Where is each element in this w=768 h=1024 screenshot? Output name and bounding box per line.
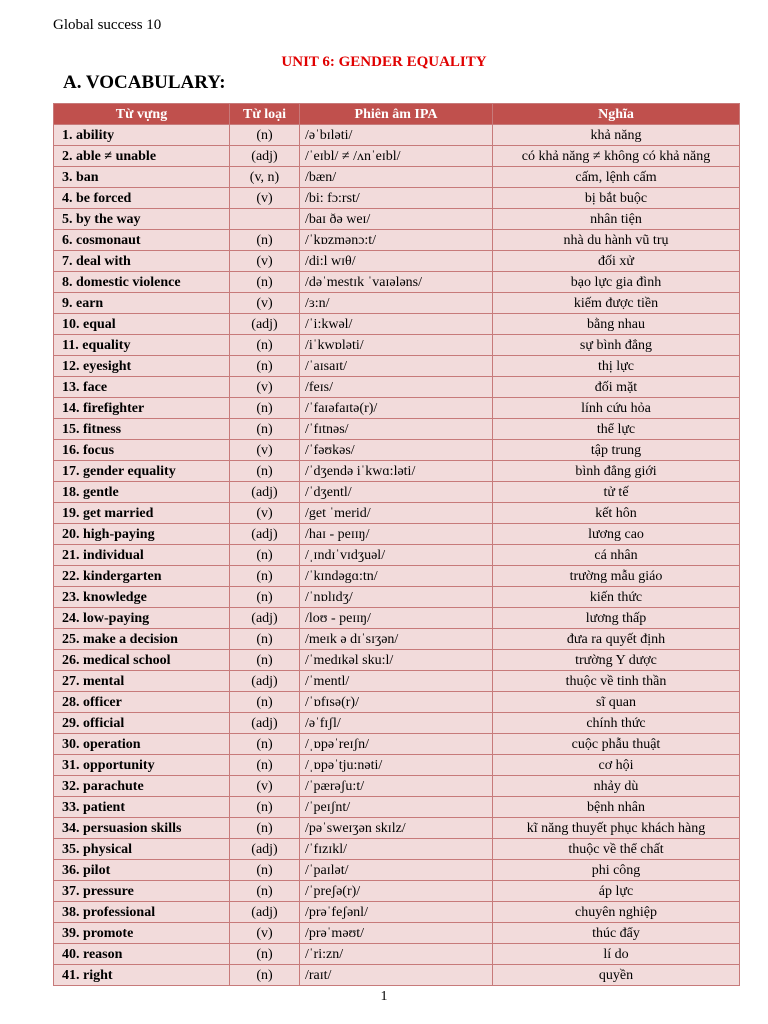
table-row: [54, 356, 740, 377]
meaning-cell: đối mặt: [493, 377, 740, 398]
type-cell: (adj): [230, 524, 300, 545]
word-cell: 2. able ≠ unable: [54, 146, 230, 167]
table-row: [54, 230, 740, 251]
table-row: [54, 923, 740, 944]
table-row: [54, 797, 740, 818]
meaning-cell: đưa ra quyết định: [493, 629, 740, 650]
type-cell: (adj): [230, 608, 300, 629]
ipa-cell: /ˈeɪbl/ ≠ /ʌnˈeɪbl/: [300, 146, 493, 167]
table-row: [54, 713, 740, 734]
ipa-cell: /iˈkwɒləti/: [300, 335, 493, 356]
ipa-cell: /ˈfɪtnəs/: [300, 419, 493, 440]
word-cell: 19. get married: [54, 503, 230, 524]
meaning-cell: tử tế: [493, 482, 740, 503]
table-row: [54, 818, 740, 839]
meaning-cell: lương thấp: [493, 608, 740, 629]
word-cell: 10. equal: [54, 314, 230, 335]
table-row: [54, 419, 740, 440]
type-cell: (n): [230, 545, 300, 566]
word-cell: 24. low-paying: [54, 608, 230, 629]
table-row: [54, 776, 740, 797]
ipa-cell: /ˈri:zn/: [300, 944, 493, 965]
ipa-cell: /ɜ:n/: [300, 293, 493, 314]
word-cell: 13. face: [54, 377, 230, 398]
table-row: [54, 377, 740, 398]
type-cell: (adj): [230, 902, 300, 923]
word-cell: 23. knowledge: [54, 587, 230, 608]
word-cell: 11. equality: [54, 335, 230, 356]
ipa-cell: /ˌɪndɪˈvɪdʒuəl/: [300, 545, 493, 566]
meaning-cell: thuộc về thể chất: [493, 839, 740, 860]
meaning-cell: sự bình đẳng: [493, 335, 740, 356]
type-cell: (v): [230, 293, 300, 314]
type-cell: (n): [230, 755, 300, 776]
ipa-cell: /bæn/: [300, 167, 493, 188]
word-cell: 18. gentle: [54, 482, 230, 503]
meaning-cell: nhà du hành vũ trụ: [493, 230, 740, 251]
meaning-cell: bệnh nhân: [493, 797, 740, 818]
table-row: [54, 335, 740, 356]
meaning-cell: quyền: [493, 965, 740, 986]
ipa-cell: /ˈdʒentl/: [300, 482, 493, 503]
type-cell: (n): [230, 650, 300, 671]
table-row: [54, 440, 740, 461]
type-cell: (n): [230, 419, 300, 440]
ipa-cell: /get ˈmerid/: [300, 503, 493, 524]
type-cell: (n): [230, 797, 300, 818]
ipa-cell: /ˈi:kwəl/: [300, 314, 493, 335]
ipa-cell: /ˈdʒendə iˈkwɑ:ləti/: [300, 461, 493, 482]
ipa-cell: /ˈfaɪəfaɪtə(r)/: [300, 398, 493, 419]
table-row: [54, 629, 740, 650]
word-cell: 31. opportunity: [54, 755, 230, 776]
meaning-cell: cơ hội: [493, 755, 740, 776]
meaning-cell: kết hôn: [493, 503, 740, 524]
word-cell: 21. individual: [54, 545, 230, 566]
word-cell: 36. pilot: [54, 860, 230, 881]
type-cell: (v): [230, 377, 300, 398]
meaning-cell: cuộc phẫu thuật: [493, 734, 740, 755]
type-cell: (n): [230, 230, 300, 251]
column-header-ipa: Phiên âm IPA: [300, 104, 493, 125]
meaning-cell: bình đẳng giới: [493, 461, 740, 482]
word-cell: 8. domestic violence: [54, 272, 230, 293]
ipa-cell: /ˈnɒlɪdʒ/: [300, 587, 493, 608]
meaning-cell: nhảy dù: [493, 776, 740, 797]
word-cell: 35. physical: [54, 839, 230, 860]
meaning-cell: bạo lực gia đình: [493, 272, 740, 293]
table-row: [54, 482, 740, 503]
meaning-cell: thúc đẩy: [493, 923, 740, 944]
ipa-cell: /prəˈfeʃənl/: [300, 902, 493, 923]
type-cell: (v, n): [230, 167, 300, 188]
table-row: [54, 314, 740, 335]
word-cell: 34. persuasion skills: [54, 818, 230, 839]
table-row: [54, 839, 740, 860]
meaning-cell: thị lực: [493, 356, 740, 377]
ipa-cell: /feɪs/: [300, 377, 493, 398]
type-cell: (n): [230, 335, 300, 356]
table-body: [54, 125, 740, 986]
table-row: [54, 524, 740, 545]
word-cell: 9. earn: [54, 293, 230, 314]
type-cell: (n): [230, 125, 300, 146]
type-cell: (n): [230, 629, 300, 650]
meaning-cell: kĩ năng thuyết phục khách hàng: [493, 818, 740, 839]
type-cell: (v): [230, 188, 300, 209]
meaning-cell: sĩ quan: [493, 692, 740, 713]
type-cell: (n): [230, 860, 300, 881]
ipa-cell: /ˈpeɪʃnt/: [300, 797, 493, 818]
ipa-cell: /ˈaɪsaɪt/: [300, 356, 493, 377]
type-cell: (n): [230, 461, 300, 482]
meaning-cell: trường Y dược: [493, 650, 740, 671]
vocabulary-table: [53, 103, 740, 986]
ipa-cell: /ˈfɪzɪkl/: [300, 839, 493, 860]
table-row: [54, 146, 740, 167]
meaning-cell: tập trung: [493, 440, 740, 461]
ipa-cell: /əˈbɪləti/: [300, 125, 493, 146]
type-cell: (n): [230, 818, 300, 839]
word-cell: 17. gender equality: [54, 461, 230, 482]
ipa-cell: /prəˈməʊt/: [300, 923, 493, 944]
table-row: [54, 734, 740, 755]
ipa-cell: /ˈɒfɪsə(r)/: [300, 692, 493, 713]
ipa-cell: /loʊ - peɪɪŋ/: [300, 608, 493, 629]
table-row: [54, 209, 740, 230]
type-cell: (v): [230, 503, 300, 524]
table-row: [54, 881, 740, 902]
type-cell: (n): [230, 944, 300, 965]
word-cell: 14. firefighter: [54, 398, 230, 419]
table-row: [54, 272, 740, 293]
ipa-cell: /ˈkɪndəgɑ:tn/: [300, 566, 493, 587]
word-cell: 40. reason: [54, 944, 230, 965]
ipa-cell: /ˌɒpəˈreɪʃn/: [300, 734, 493, 755]
ipa-cell: /ˈpærəʃu:t/: [300, 776, 493, 797]
type-cell: (v): [230, 251, 300, 272]
document-header: Global success 10: [53, 17, 162, 33]
ipa-cell: /ˈpaɪlət/: [300, 860, 493, 881]
word-cell: 28. officer: [54, 692, 230, 713]
type-cell: (n): [230, 566, 300, 587]
meaning-cell: lính cứu hỏa: [493, 398, 740, 419]
table-row: [54, 566, 740, 587]
meaning-cell: phi công: [493, 860, 740, 881]
type-cell: (n): [230, 272, 300, 293]
ipa-cell: /ˈkɒzmənɔ:t/: [300, 230, 493, 251]
word-cell: 26. medical school: [54, 650, 230, 671]
word-cell: 15. fitness: [54, 419, 230, 440]
word-cell: 37. pressure: [54, 881, 230, 902]
word-cell: 39. promote: [54, 923, 230, 944]
meaning-cell: khả năng: [493, 125, 740, 146]
ipa-cell: /di:l wɪθ/: [300, 251, 493, 272]
word-cell: 29. official: [54, 713, 230, 734]
word-cell: 38. professional: [54, 902, 230, 923]
meaning-cell: có khả năng ≠ không có khả năng: [493, 146, 740, 167]
section-title: A. VOCABULARY:: [63, 72, 226, 93]
word-cell: 27. mental: [54, 671, 230, 692]
meaning-cell: bị bắt buộc: [493, 188, 740, 209]
type-cell: (n): [230, 398, 300, 419]
type-cell: (n): [230, 587, 300, 608]
ipa-cell: /əˈfɪʃl/: [300, 713, 493, 734]
table-header-row: [54, 104, 740, 125]
type-cell: (n): [230, 965, 300, 986]
table-row: [54, 167, 740, 188]
type-cell: (v): [230, 440, 300, 461]
table-row: [54, 692, 740, 713]
table-row: [54, 944, 740, 965]
word-cell: 32. parachute: [54, 776, 230, 797]
type-cell: [230, 209, 300, 230]
type-cell: (adj): [230, 839, 300, 860]
table-row: [54, 293, 740, 314]
table-row: [54, 545, 740, 566]
ipa-cell: /ˌɒpəˈtju:nəti/: [300, 755, 493, 776]
ipa-cell: /bi: fɔ:rst/: [300, 188, 493, 209]
meaning-cell: áp lực: [493, 881, 740, 902]
type-cell: (adj): [230, 713, 300, 734]
table-row: [54, 125, 740, 146]
meaning-cell: bằng nhau: [493, 314, 740, 335]
type-cell: (adj): [230, 146, 300, 167]
table-row: [54, 860, 740, 881]
word-cell: 3. ban: [54, 167, 230, 188]
word-cell: 33. patient: [54, 797, 230, 818]
word-cell: 30. operation: [54, 734, 230, 755]
type-cell: (n): [230, 734, 300, 755]
ipa-cell: /baɪ ðə weɪ/: [300, 209, 493, 230]
meaning-cell: lương cao: [493, 524, 740, 545]
page-number: 1: [380, 989, 388, 1004]
meaning-cell: chính thức: [493, 713, 740, 734]
type-cell: (n): [230, 881, 300, 902]
word-cell: 12. eyesight: [54, 356, 230, 377]
table-row: [54, 755, 740, 776]
word-cell: 7. deal with: [54, 251, 230, 272]
type-cell: (v): [230, 923, 300, 944]
ipa-cell: /raɪt/: [300, 965, 493, 986]
meaning-cell: lí do: [493, 944, 740, 965]
ipa-cell: /ˈpreʃə(r)/: [300, 881, 493, 902]
table-row: [54, 608, 740, 629]
ipa-cell: /pəˈsweɪʒən skɪlz/: [300, 818, 493, 839]
meaning-cell: trường mẫu giáo: [493, 566, 740, 587]
word-cell: 20. high-paying: [54, 524, 230, 545]
word-cell: 1. ability: [54, 125, 230, 146]
meaning-cell: thuộc về tinh thần: [493, 671, 740, 692]
word-cell: 16. focus: [54, 440, 230, 461]
column-header-meaning: Nghĩa: [493, 104, 740, 125]
type-cell: (n): [230, 356, 300, 377]
table-row: [54, 188, 740, 209]
table-row: [54, 398, 740, 419]
type-cell: (n): [230, 692, 300, 713]
table-row: [54, 461, 740, 482]
meaning-cell: cá nhân: [493, 545, 740, 566]
meaning-cell: đối xử: [493, 251, 740, 272]
table-row: [54, 587, 740, 608]
column-header-word: Từ vựng: [54, 104, 230, 125]
word-cell: 22. kindergarten: [54, 566, 230, 587]
word-cell: 5. by the way: [54, 209, 230, 230]
table-row: [54, 650, 740, 671]
ipa-cell: /ˈfəʊkəs/: [300, 440, 493, 461]
word-cell: 41. right: [54, 965, 230, 986]
meaning-cell: nhân tiện: [493, 209, 740, 230]
type-cell: (v): [230, 776, 300, 797]
table-row: [54, 671, 740, 692]
table-row: [54, 251, 740, 272]
word-cell: 25. make a decision: [54, 629, 230, 650]
ipa-cell: /meɪk ə dɪˈsɪʒən/: [300, 629, 493, 650]
column-header-type: Từ loại: [230, 104, 300, 125]
unit-title: UNIT 6: GENDER EQUALITY: [281, 54, 487, 70]
meaning-cell: cấm, lệnh cấm: [493, 167, 740, 188]
word-cell: 6. cosmonaut: [54, 230, 230, 251]
meaning-cell: kiến thức: [493, 587, 740, 608]
ipa-cell: /ˈmentl/: [300, 671, 493, 692]
table-row: [54, 503, 740, 524]
type-cell: (adj): [230, 314, 300, 335]
meaning-cell: chuyên nghiệp: [493, 902, 740, 923]
table-row: [54, 965, 740, 986]
type-cell: (adj): [230, 482, 300, 503]
meaning-cell: thể lực: [493, 419, 740, 440]
ipa-cell: /haɪ - peɪɪŋ/: [300, 524, 493, 545]
ipa-cell: /ˈmedɪkəl sku:l/: [300, 650, 493, 671]
word-cell: 4. be forced: [54, 188, 230, 209]
type-cell: (adj): [230, 671, 300, 692]
ipa-cell: /dəˈmestɪk ˈvaɪələns/: [300, 272, 493, 293]
meaning-cell: kiếm được tiền: [493, 293, 740, 314]
table-row: [54, 902, 740, 923]
